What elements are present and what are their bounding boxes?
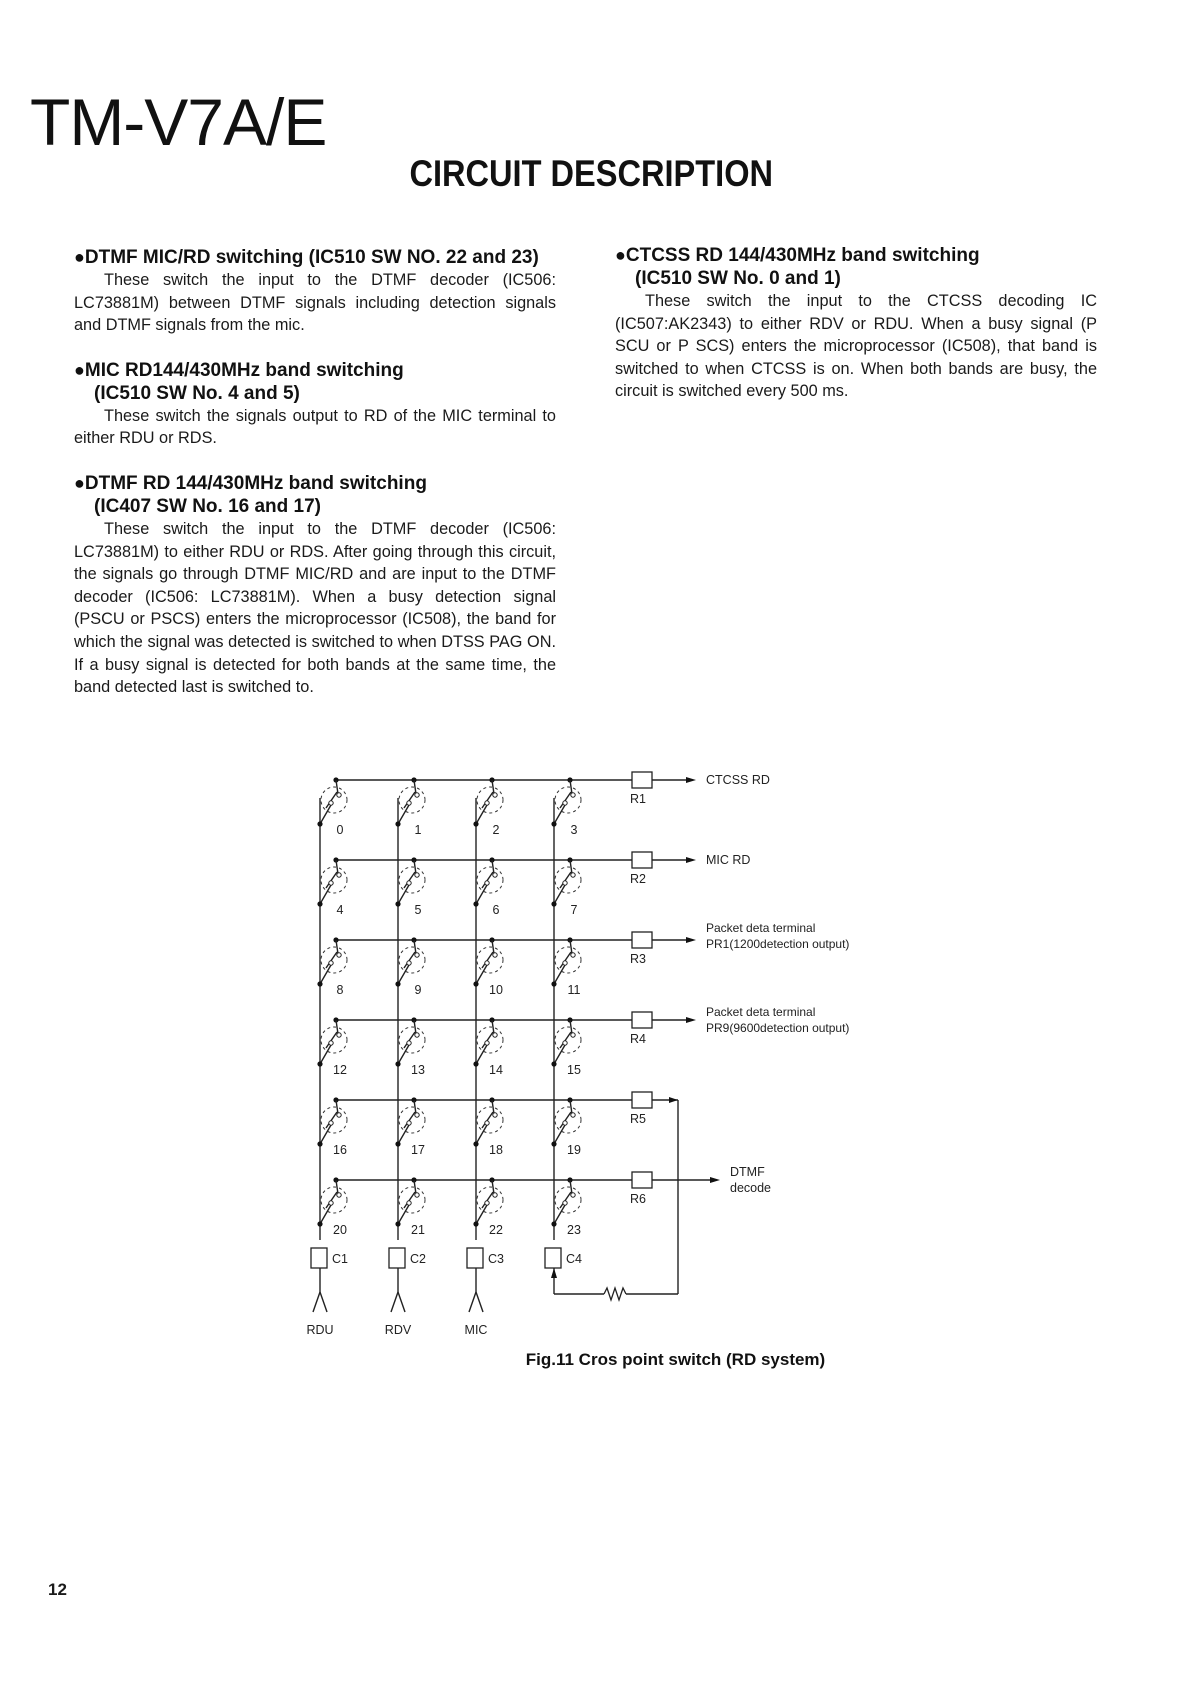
switch-contact [329, 961, 333, 965]
junction-dot [317, 1141, 322, 1146]
section-dtmf-mic-rd [74, 246, 556, 337]
switch-contact [493, 873, 497, 877]
switch-contact [407, 801, 411, 805]
junction-dot [395, 1221, 400, 1226]
switch-contact [407, 961, 411, 965]
switch-contact [571, 873, 575, 877]
output-label-pr1-detail: PR1(1200detection output) [706, 937, 850, 951]
switch-lead [476, 805, 487, 824]
switch-circle [477, 1107, 503, 1133]
output-arrow [686, 937, 696, 943]
junction-dot [317, 1221, 322, 1226]
switch-lead [554, 1125, 565, 1144]
switch-circle [321, 787, 347, 813]
section-heading [615, 244, 1097, 267]
switch-contact [563, 801, 567, 805]
output-label-pr9-detail: PR9(9600detection output) [706, 1021, 850, 1035]
switch-contact [407, 1121, 411, 1125]
page-number: 12 [48, 1580, 67, 1599]
column-resistor [545, 1248, 561, 1268]
switch-label: 8 [336, 983, 344, 997]
junction-dot [317, 901, 322, 906]
junction-dot [317, 821, 322, 826]
column-resistor-label: C4 [566, 1252, 582, 1266]
switch-contact [337, 873, 341, 877]
row-resistor-label: R4 [630, 1032, 646, 1046]
switch-label: 1 [414, 823, 422, 837]
switch-circle [555, 867, 581, 893]
switch-label: 12 [333, 1063, 347, 1077]
bullet-icon: ● [74, 247, 85, 267]
junction-dot [473, 821, 478, 826]
switch-contact [571, 1113, 575, 1117]
switch-label: 16 [333, 1143, 347, 1157]
junction-dot [395, 901, 400, 906]
switch-label: 19 [567, 1143, 581, 1157]
column-resistor-label: C2 [410, 1252, 426, 1266]
switch-lead [398, 885, 409, 904]
switch-contact [485, 1201, 489, 1205]
section-dtmf-rd-band [74, 472, 556, 699]
row-resistor-label: R2 [630, 872, 646, 886]
section-body: These switch the input to the DTMF decoder (IC506: LC73881M) between DTMF signals including detection signals and DTMF signals from the mic. [74, 271, 556, 335]
column-resistor [467, 1248, 483, 1268]
switch-lead [476, 1125, 487, 1144]
section-heading-text: MIC RD144/430MHz band switching [84, 359, 404, 381]
switch-contact [329, 801, 333, 805]
section-heading-text: DTMF RD 144/430MHz band switching [84, 472, 427, 494]
crosspoint-switch-diagram [290, 762, 910, 1347]
section-subheading: (IC510 SW No. 0 and 1) [635, 268, 841, 289]
switch-label: 5 [414, 903, 422, 917]
column-resistor-label: C1 [332, 1252, 348, 1266]
switch-contact [571, 953, 575, 957]
junction-dot [473, 1061, 478, 1066]
switch-contact [485, 801, 489, 805]
input-fork [469, 1292, 476, 1312]
switch-lead [554, 965, 565, 984]
junction-dot [551, 1221, 556, 1226]
section-heading-text: CTCSS RD 144/430MHz band switching [625, 245, 980, 266]
junction-dot [395, 1141, 400, 1146]
switch-contact [407, 1201, 411, 1205]
row-resistor-label: R3 [630, 952, 646, 966]
switch-lead [554, 1045, 565, 1064]
section-heading [74, 359, 556, 382]
switch-contact [337, 953, 341, 957]
junction-dot [473, 981, 478, 986]
input-label: RDU [306, 1323, 334, 1337]
section-heading [74, 246, 556, 269]
row-resistor-label: R5 [630, 1112, 646, 1126]
switch-lead [476, 1205, 487, 1224]
switch-contact [493, 793, 497, 797]
switch-label: 11 [567, 983, 581, 997]
switch-contact [571, 793, 575, 797]
switch-circle [477, 1027, 503, 1053]
switch-lead [476, 965, 487, 984]
junction-dot [395, 981, 400, 986]
dtmf-arrow [710, 1177, 720, 1183]
switch-contact [485, 961, 489, 965]
input-fork [320, 1292, 327, 1312]
switch-lead [320, 1125, 331, 1144]
switch-contact [571, 1033, 575, 1037]
switch-lead [320, 1205, 331, 1224]
section-body: These switch the signals output to RD of the MIC terminal to either RDU or RDS. [74, 406, 556, 448]
switch-contact [329, 881, 333, 885]
section-subheading: (IC407 SW No. 16 and 17) [94, 495, 322, 517]
switch-label: 23 [567, 1223, 581, 1237]
switch-contact [415, 1033, 419, 1037]
switch-lead [476, 1045, 487, 1064]
switch-contact [485, 1041, 489, 1045]
input-label: RDV [384, 1323, 412, 1337]
switch-contact [415, 953, 419, 957]
switch-circle [555, 1027, 581, 1053]
switch-circle [321, 1027, 347, 1053]
crosspoint-switch-svg [290, 762, 910, 1347]
output-label-pr9: Packet deta terminal [706, 1005, 816, 1019]
row-resistor [632, 932, 652, 948]
switch-circle [321, 867, 347, 893]
section-heading-text: DTMF MIC/RD switching (IC510 SW NO. 22 and 23) [84, 247, 539, 268]
switch-lead [398, 1205, 409, 1224]
switch-circle [399, 867, 425, 893]
switch-contact [571, 1193, 575, 1197]
output-label-mic: MIC RD [706, 853, 751, 867]
switch-circle [555, 1187, 581, 1213]
section-mic-rd-band [74, 359, 556, 450]
junction-dot [317, 981, 322, 986]
section-body: These switch the input to the CTCSS decoding IC (IC507:AK2343) to either RDV or RDU. When a busy signal (P SCU or P SCS) enters the microprocessor (IC508), that band is switched to when CTCSS is on. When both bands are busy, the circuit is switched every 500 ms. [615, 292, 1097, 401]
junction-dot [551, 821, 556, 826]
junction-dot [551, 981, 556, 986]
junction-dot [551, 1061, 556, 1066]
switch-contact [493, 953, 497, 957]
switch-contact [415, 793, 419, 797]
model-name: TM-V7A/E [30, 85, 327, 159]
switch-contact [415, 1193, 419, 1197]
switch-circle [399, 1107, 425, 1133]
bullet-icon: ● [74, 472, 85, 493]
switch-contact [415, 1113, 419, 1117]
switch-lead [398, 805, 409, 824]
row-resistor-label: R1 [630, 792, 646, 806]
column-resistor [389, 1248, 405, 1268]
section-body: These switch the input to the DTMF decoder (IC506: LC73881M) to either RDU or RDS. After going through this circuit, the signals go through DTMF MIC/RD and are input to the DTMF decoder (IC506: LC73881M). When a busy detection signal (PSCU or PSCS) enters the microprocessor (IC508), the band for which the signal was detected is switched to when DTSS PAG ON. If a busy signal is detected for both bands at the same time, the band detected last is switched to. [74, 519, 556, 697]
switch-lead [320, 885, 331, 904]
row-resistor [632, 1012, 652, 1028]
switch-circle [555, 947, 581, 973]
section-ctcss-rd-band [615, 244, 1097, 403]
switch-circle [321, 1187, 347, 1213]
switch-label: 13 [411, 1063, 425, 1077]
left-column [74, 246, 556, 721]
junction-dot [551, 901, 556, 906]
switch-lead [554, 885, 565, 904]
input-fork [313, 1292, 320, 1312]
bullet-icon: ● [615, 245, 626, 265]
switch-lead [320, 805, 331, 824]
switch-lead [320, 1045, 331, 1064]
switch-contact [337, 1113, 341, 1117]
switch-lead [554, 805, 565, 824]
switch-label: 18 [489, 1143, 503, 1157]
switch-lead [476, 885, 487, 904]
switch-contact [415, 873, 419, 877]
switch-contact [337, 1193, 341, 1197]
switch-label: 3 [570, 823, 578, 837]
junction-dot [473, 1141, 478, 1146]
switch-contact [563, 1201, 567, 1205]
switch-contact [337, 1033, 341, 1037]
figure-caption: Fig.11 Cros point switch (RD system) [525, 1350, 826, 1369]
junction-dot [395, 1061, 400, 1066]
switch-contact [329, 1041, 333, 1045]
switch-contact [563, 1121, 567, 1125]
switch-label: 10 [489, 983, 503, 997]
switch-label: 7 [570, 903, 578, 917]
switch-circle [477, 947, 503, 973]
output-arrow [686, 1017, 696, 1023]
output-label-pr1: Packet deta terminal [706, 921, 816, 935]
switch-lead [398, 1045, 409, 1064]
output-label-dtmf-decode: decode [730, 1181, 772, 1195]
switch-label: 9 [414, 983, 422, 997]
switch-label: 6 [492, 903, 500, 917]
switch-circle [555, 787, 581, 813]
switch-contact [563, 881, 567, 885]
switch-label: 14 [489, 1063, 503, 1077]
column-resistor [311, 1248, 327, 1268]
output-arrow [686, 777, 696, 783]
switch-circle [555, 1107, 581, 1133]
switch-circle [321, 1107, 347, 1133]
feedback-resistor-zigzag [604, 1288, 626, 1300]
column-resistor-label: C3 [488, 1252, 504, 1266]
switch-lead [554, 1205, 565, 1224]
input-fork [391, 1292, 398, 1312]
switch-contact [493, 1033, 497, 1037]
switch-label: 21 [411, 1223, 425, 1237]
switch-label: 17 [411, 1143, 425, 1157]
switch-contact [493, 1193, 497, 1197]
junction-dot [473, 1221, 478, 1226]
row-resistor [632, 852, 652, 868]
row-resistor [632, 772, 652, 788]
switch-contact [563, 961, 567, 965]
bullet-icon: ● [74, 359, 85, 380]
switch-label: 15 [567, 1063, 581, 1077]
row-resistor-label: R6 [630, 1192, 646, 1206]
c4-arrow [551, 1268, 557, 1278]
row-resistor [632, 1092, 652, 1108]
output-arrow [686, 857, 696, 863]
switch-label: 4 [336, 903, 344, 917]
section-subheading: (IC510 SW No. 4 and 5) [94, 382, 300, 404]
switch-circle [321, 947, 347, 973]
switch-circle [477, 787, 503, 813]
switch-circle [477, 867, 503, 893]
switch-contact [485, 1121, 489, 1125]
switch-contact [485, 881, 489, 885]
switch-label: 0 [336, 823, 344, 837]
output-label-dtmf: DTMF [730, 1165, 765, 1179]
switch-contact [329, 1201, 333, 1205]
switch-lead [320, 965, 331, 984]
junction-dot [551, 1141, 556, 1146]
switch-contact [563, 1041, 567, 1045]
switch-circle [399, 1027, 425, 1053]
switch-circle [399, 947, 425, 973]
switch-contact [493, 1113, 497, 1117]
row-resistor [632, 1172, 652, 1188]
r5-arrow [669, 1097, 678, 1103]
switch-contact [329, 1121, 333, 1125]
switch-label: 22 [489, 1223, 503, 1237]
switch-label: 20 [333, 1223, 347, 1237]
page-title: CIRCUIT DESCRIPTION [409, 153, 774, 194]
section-heading [74, 472, 556, 495]
right-column [615, 244, 1097, 425]
output-label-ctcss: CTCSS RD [706, 773, 770, 787]
switch-lead [398, 1125, 409, 1144]
junction-dot [395, 821, 400, 826]
input-label: MIC [464, 1323, 488, 1337]
junction-dot [473, 901, 478, 906]
switch-contact [407, 881, 411, 885]
junction-dot [317, 1061, 322, 1066]
switch-label: 2 [492, 823, 500, 837]
switch-contact [337, 793, 341, 797]
input-fork [398, 1292, 405, 1312]
switch-circle [399, 787, 425, 813]
switch-lead [398, 965, 409, 984]
switch-circle [399, 1187, 425, 1213]
switch-circle [477, 1187, 503, 1213]
switch-contact [407, 1041, 411, 1045]
input-fork [476, 1292, 483, 1312]
